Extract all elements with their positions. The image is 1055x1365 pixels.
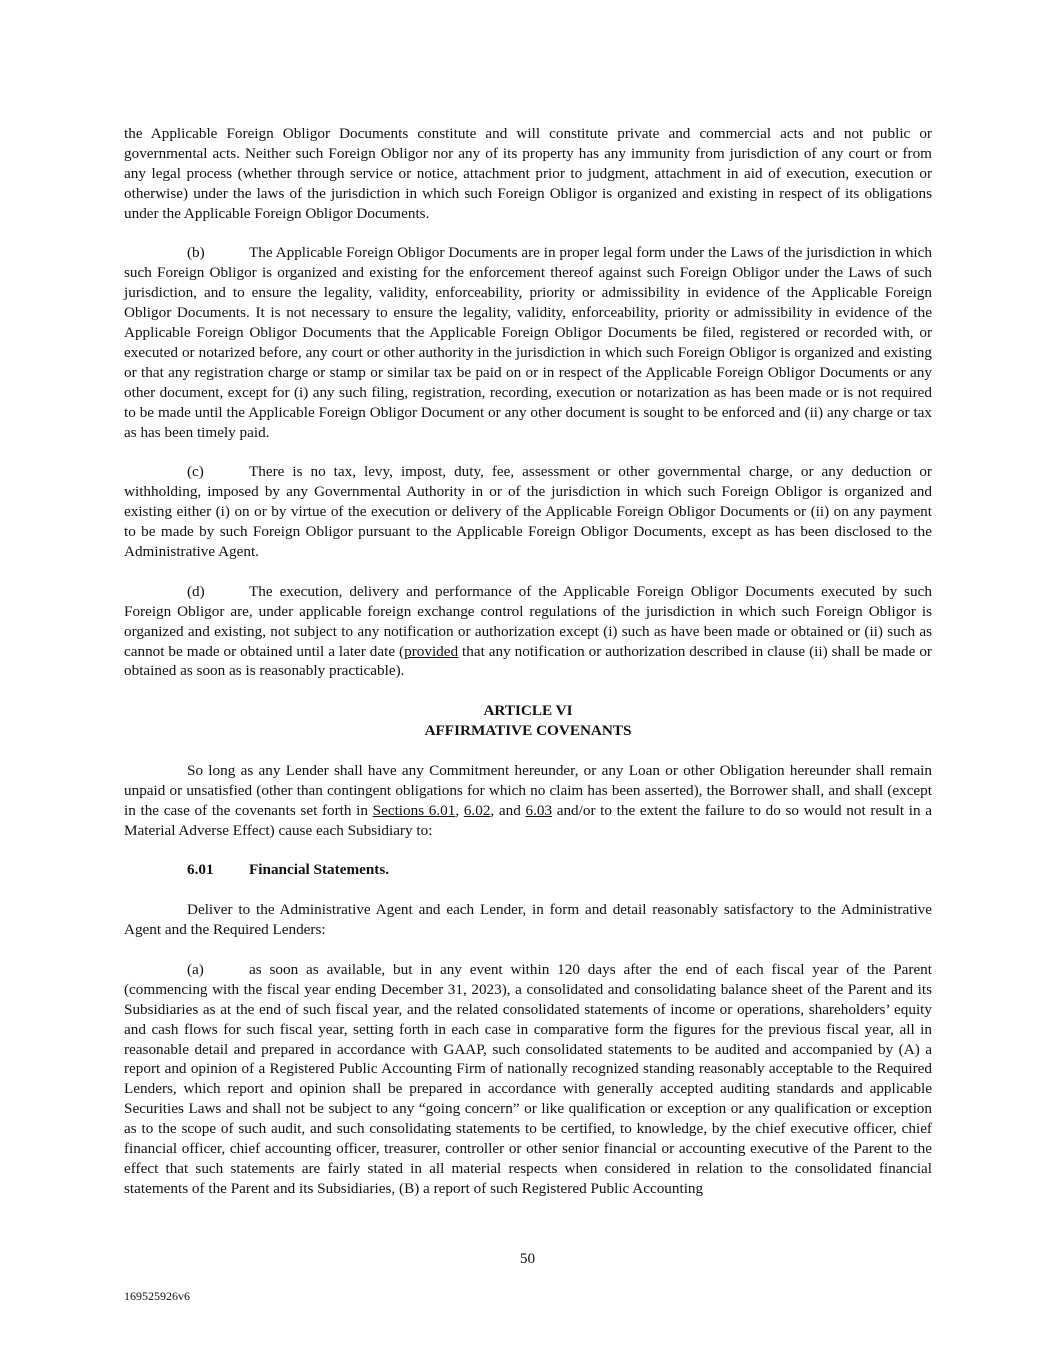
document-id: 169525926v6 — [124, 1289, 190, 1303]
paragraph-b-text: The Applicable Foreign Obligor Documents are in proper legal form under the Laws of the jurisdiction in which such Foreign Obligor is organized and existing for the enforcement thereof against such Foreign Obligor under the Laws of such jurisdiction, and to ensure the legality, validity, enforceability, priority or admissibility in evidence of the Applicable Foreign Obligor Documents. It is not necessary to ensure the legality, validity, enforceability, priority or admissibility in evidence of the Applicable Foreign Obligor Documents that the Applicable Foreign Obligor Documents be filed, registered or recorded with, or executed or notarized before, any court or other authority in the jurisdiction in which such Foreign Obligor is organized and existing or that any registration charge or stamp or similar tax be paid on or in respect of the Applicable Foreign Obligor Documents or any other document, except for (i) any such filing, registration, recording, execution or notarization as has been made or is not required to be made until the Applicable Foreign Obligor Document or any other document is sought to be enforced and (ii) any charge or tax as has been timely paid. — [124, 244, 932, 441]
paragraph-d-label: (d) — [187, 582, 205, 600]
paragraph-a-label: (a) — [187, 960, 204, 978]
paragraph-d-text-1: The execution, delivery and performance of the Applicable Foreign Obligor Documents executed by such Foreign Obligor are, under applicable foreign exchange control regulations of the jurisdiction in which such Foreign Obligor is organized and existing, not subject to any notification or authorization except (i) such as have been made or obtained or (ii) such as cannot be made or obtained until a later date ( — [124, 582, 932, 660]
intro-sep-1: , — [455, 801, 464, 819]
article-number: ARTICLE VI — [483, 702, 573, 720]
intro-text-2: and/or to the extent the failure to do so would not result in a Material Adverse Effect) cause each Subsidiary to: — [124, 801, 933, 839]
deliver-paragraph: Deliver to the Administrative Agent and each Lender, in form and detail reasonably satisfactory to the Administrative Agent and the Required Lenders: — [124, 901, 932, 939]
paragraph-d — [124, 582, 932, 682]
paragraph-a-text: as soon as available, but in any event within 120 days after the end of each fiscal year of the Parent (commencing with the fiscal year ending December 31, 2023), a consolidated and consolidating balance sheet of the Parent and its Subsidiaries as at the end of such fiscal year, and the related consolidated statements of income or operations, shareholders’ equity and cash flows for such fiscal year, setting forth in each case in comparative form the figures for the previous fiscal year, all in reasonable detail and prepared in accordance with GAAP, such consolidated statements to be audited and accompanied by (A) a report and opinion of a Registered Public Accounting Firm of nationally recognized standing reasonably acceptable to the Required Lenders, which report and opinion shall be prepared in accordance with generally accepted auditing standards and applicable Securities Laws and shall not be subject to any “going concern” or like qualification or exception or any qualification or exception as to the scope of such audit, and such consolidating statements to be certified, to knowledge, by the chief executive officer, chief financial officer, chief accounting officer, treasurer, controller or other senior financial or accounting executive of the Parent to the effect that such statements are fairly stated in all material respects when considered in relation to the consolidated financial statements of the Parent and its Subsidiaries, (B) a report of such Registered Public Accounting — [124, 960, 932, 1197]
article-heading — [124, 701, 932, 741]
paragraph-b-label: (b) — [187, 244, 205, 262]
paragraph-d-text-2: that any notification or authorization described in clause (ii) shall be made or obtained as soon as is reasonably practicable). — [124, 642, 932, 680]
section-number: 6.01 — [187, 861, 214, 879]
intro-sep-2: , and — [490, 801, 526, 819]
paragraph-continuation: the Applicable Foreign Obligor Documents constitute and will constitute private and commercial acts and not public or governmental acts. Neither such Foreign Obligor nor any of its property has any immunity from jurisdiction of any court or from any legal process (whether through service or notice, attachment prior to judgment, attachment in aid of execution, execution or otherwise) under the laws of the jurisdiction in which such Foreign Obligor is organized and existing in respect of its obligations under the Applicable Foreign Obligor Documents. — [124, 125, 932, 222]
section-ref-6-01: Sections 6.01 — [372, 801, 456, 819]
section-title: Financial Statements. — [249, 861, 390, 879]
page-number: 50 — [519, 1250, 536, 1267]
provided-term: provided — [404, 642, 459, 660]
intro-text-1: So long as any Lender shall have any Commitment hereunder, or any Loan or other Obligation hereunder shall remain unpaid or unsatisfied (other than contingent obligations for which no claim has been asserted), the Borrower shall, and shall (except in the case of the covenants set forth in — [124, 761, 932, 819]
paragraph-c-label: (c) — [187, 463, 204, 481]
paragraph-a — [124, 960, 932, 1199]
article-title: AFFIRMATIVE COVENANTS — [424, 722, 632, 740]
paragraph-c — [124, 462, 932, 562]
paragraph-b — [124, 243, 932, 442]
covenants-intro — [124, 761, 932, 841]
paragraph-c-text: There is no tax, levy, impost, duty, fee, assessment or other governmental charge, or any deduction or withholding, imposed by any Governmental Authority in or of the jurisdiction in which such Foreign Obligor is organized and existing either (i) on or by virtue of the execution or delivery of the Applicable Foreign Obligor Documents or (ii) on any payment to be made by such Foreign Obligor pursuant to the Applicable Foreign Obligor Documents, except as has been disclosed to the Administrative Agent. — [124, 463, 932, 560]
section-heading — [124, 860, 932, 880]
section-ref-6-02: 6.02 — [463, 801, 491, 819]
document-body — [124, 124, 932, 1199]
section-ref-6-03: 6.03 — [525, 801, 553, 819]
